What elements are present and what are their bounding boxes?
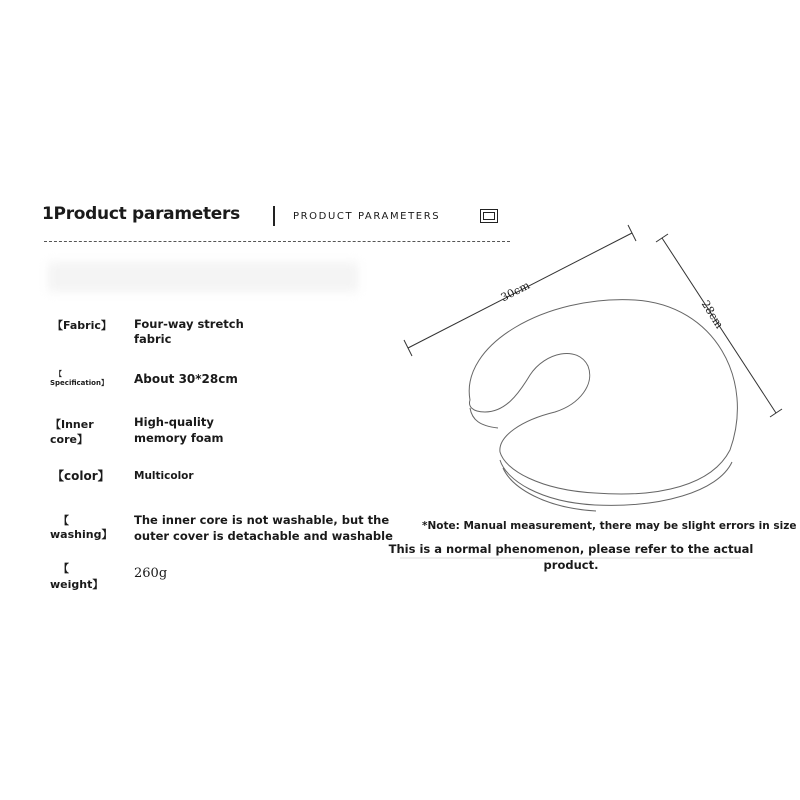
spec-label-1: 【 <box>55 370 62 378</box>
core-value-1: High-quality <box>134 415 214 429</box>
fabric-label: 【Fabric】 <box>52 319 112 332</box>
page-title: 1Product parameters <box>42 204 240 224</box>
weight-label-2: weight】 <box>50 578 104 591</box>
measurement-note: *Note: Manual measurement, there may be slight errors in size <box>422 520 797 532</box>
washing-label-2: washing】 <box>50 528 113 541</box>
spec-value: About 30*28cm <box>134 372 238 386</box>
page-subtitle: PRODUCT PARAMETERS <box>293 211 441 222</box>
core-value-2: memory foam <box>134 431 224 445</box>
washing-value-1: The inner core is not washable, but the <box>134 513 390 527</box>
core-label-1: 【Inner <box>50 418 94 431</box>
core-label-2: core】 <box>50 433 88 446</box>
spec-label-2: Specification】 <box>50 379 108 387</box>
fabric-value-1: Four-way stretch <box>134 317 244 331</box>
weight-label-1: 【 <box>58 562 69 575</box>
depth-label: 28cm <box>698 298 726 331</box>
pillow-outline <box>469 300 737 511</box>
phenomenon-note-2: product. <box>543 558 599 572</box>
width-label: 30cm <box>498 278 532 305</box>
color-value: Multicolor <box>134 470 194 482</box>
phenomenon-note-1: This is a normal phenomenon, please refer to the actual <box>388 542 754 556</box>
washing-label-1: 【 <box>58 514 69 527</box>
fabric-value-2: fabric <box>134 332 172 346</box>
washing-value-2: outer cover is detachable and washable <box>134 529 393 543</box>
color-label: 【color】 <box>52 469 110 483</box>
weight-value: 260g <box>134 566 168 581</box>
